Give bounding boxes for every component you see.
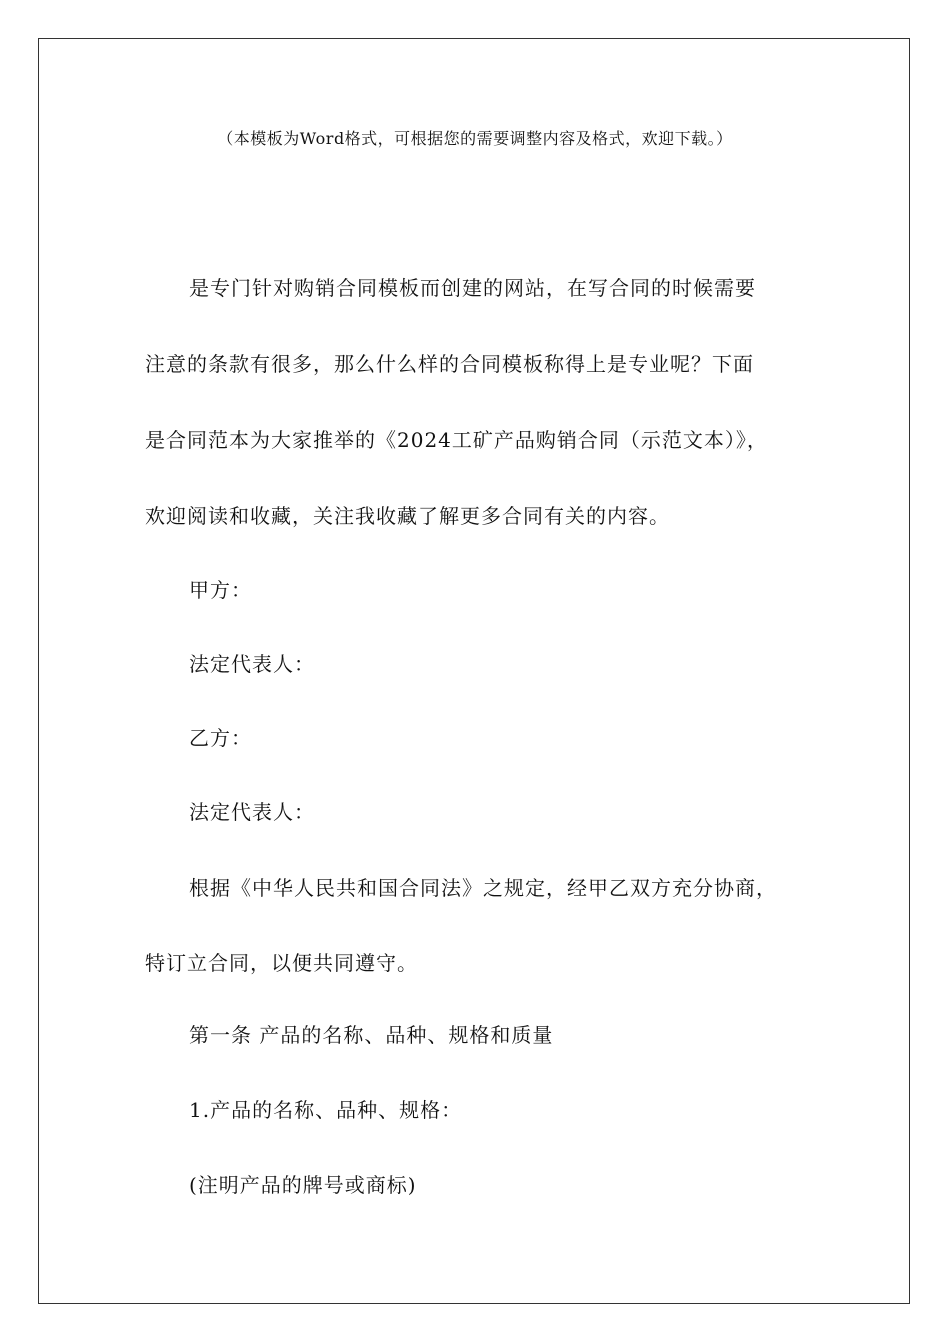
intro-line-4: 欢迎阅读和收藏，关注我收藏了解更多合同有关的内容。 <box>145 504 670 528</box>
item-1-heading: 1.产品的名称、品种、规格： <box>189 1098 463 1122</box>
article-1-title: 第一条 产品的名称、品种、规格和质量 <box>189 1023 554 1047</box>
intro-line-1: 是专门针对购销合同模板而创建的网站，在写合同的时候需要 <box>189 276 756 300</box>
party-a-label: 甲方： <box>189 578 252 602</box>
party-b-rep-label: 法定代表人： <box>189 800 315 824</box>
basis-line-2: 特订立合同，以便共同遵守。 <box>145 951 418 975</box>
party-b-label: 乙方： <box>189 726 252 750</box>
basis-line-1: 根据《中华人民共和国合同法》之规定，经甲乙双方充分协商， <box>189 876 777 900</box>
item-1-note: (注明产品的牌号或商标) <box>189 1173 417 1197</box>
intro-line-2: 注意的条款有很多，那么什么样的合同模板称得上是专业呢？下面 <box>145 352 754 376</box>
template-note: （本模板为Word格式，可根据您的需要调整内容及格式，欢迎下载。） <box>217 129 733 148</box>
party-a-rep-label: 法定代表人： <box>189 652 315 676</box>
intro-line-3: 是合同范本为大家推举的《2024工矿产品购销合同（示范文本）》， <box>145 428 768 452</box>
